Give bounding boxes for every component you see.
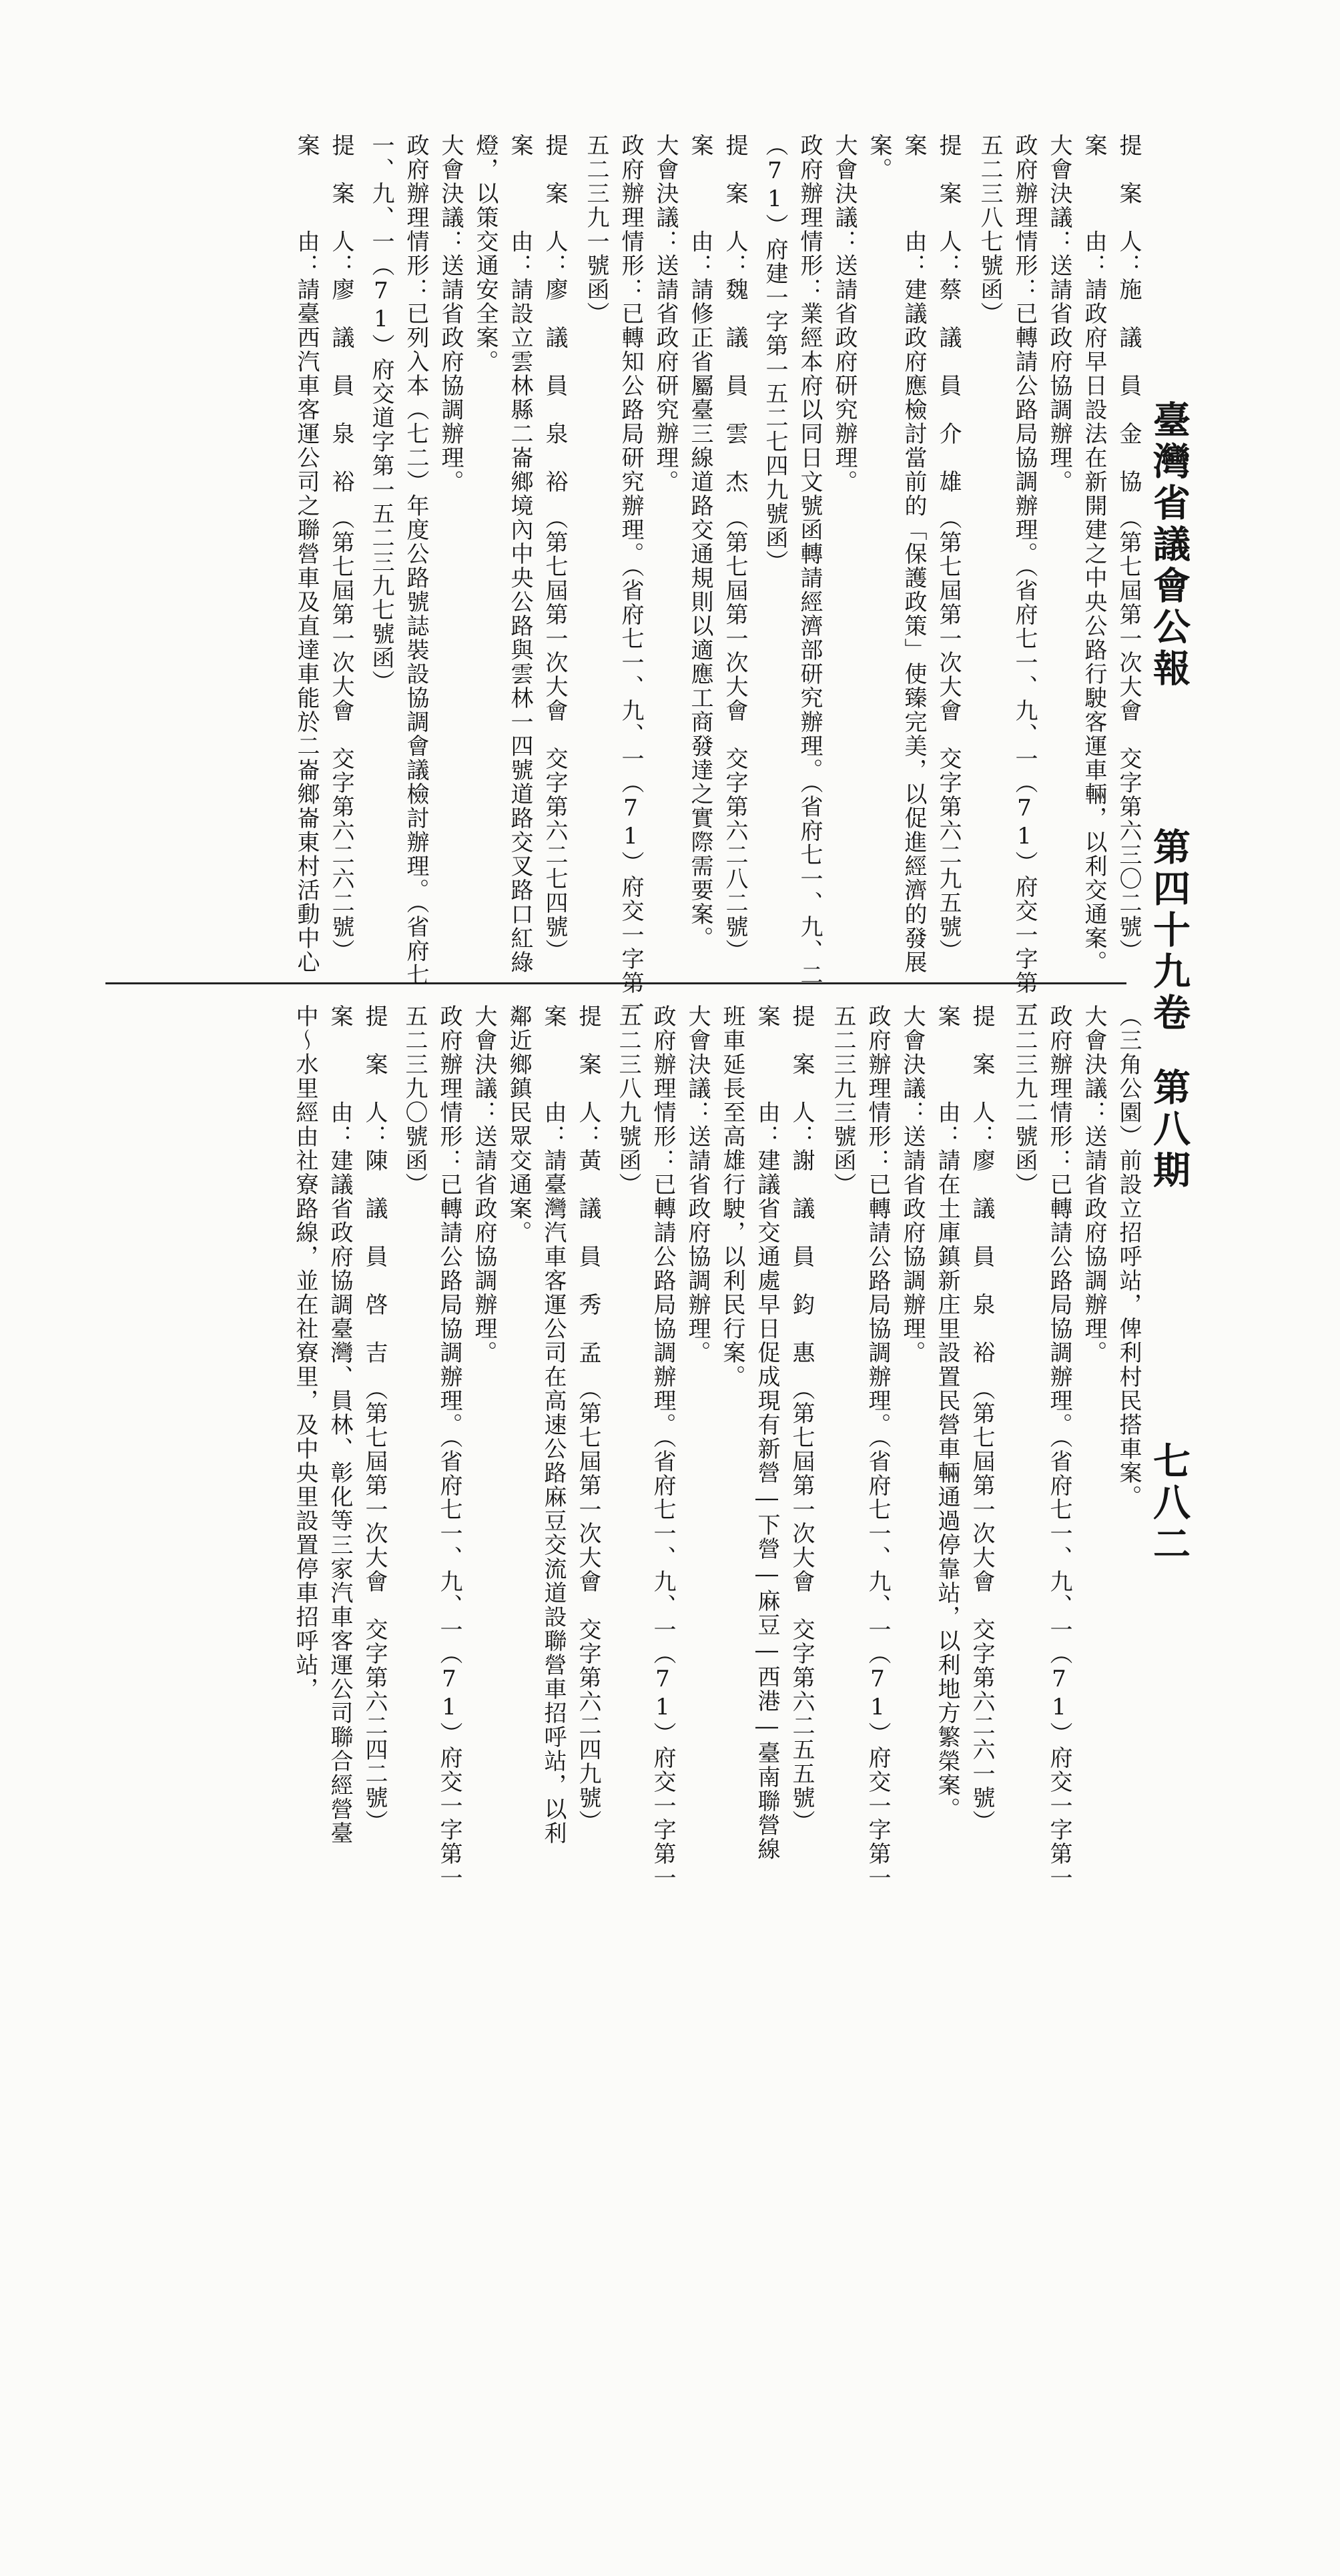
proposal-entry bbox=[368, 133, 568, 987]
handling-line: 政府辦理情形：已列入本（七二）年度公路號誌裝設協調會議檢討辦理。（省府七 bbox=[402, 133, 429, 987]
proposal-entry bbox=[293, 133, 354, 974]
subject-line: 案 由：請在土庫鎮新庄里設置民營車輛通過停靠站，以利地方繁榮案。 bbox=[934, 1004, 960, 1821]
proposal-entry bbox=[829, 1004, 995, 1890]
handling-line: 政府辦理情形：已轉請公路局協調辦理。（省府七一、九、一（71）府交一字第一 bbox=[864, 1004, 891, 1890]
resolution-line: 大會決議：送請省政府協調辦理。 bbox=[899, 1004, 926, 1365]
proposal-entry bbox=[976, 133, 1142, 1019]
resolution-line: 大會決議：送請省政府協調辦理。 bbox=[470, 1004, 497, 1365]
subject-line: 燈，以策交通安全案。 bbox=[472, 133, 498, 374]
proposer-line: 提 案 人：廖 議 員 泉 裕 （第七屆第一次大會 交字第六二六一號） bbox=[968, 1004, 995, 1834]
handling-ref: 五二三九〇號函） bbox=[401, 1004, 428, 1197]
top-proposals bbox=[100, 133, 1142, 1019]
subject-line: 班車延長至高雄行駛，以利民行案。 bbox=[719, 1004, 745, 1389]
volume-number: 第四十九卷 bbox=[1147, 828, 1191, 1034]
subject-line: 中～水里經由社寮路線，並在社寮里，及中央里設置停車招呼站， bbox=[292, 1004, 318, 1701]
handling-line: 政府辦理情形：已轉請公路局協調辦理。（省府七一、九、一（71）府交一字第一 bbox=[1046, 1004, 1072, 1890]
handling-ref: 五二三九三號函） bbox=[829, 1004, 856, 1197]
issue-number: 第八期 bbox=[1147, 1068, 1191, 1192]
subject-line: 案 由：請設立雲林縣二崙鄉境內中央公路與雲林一四號道路交叉路口紅綠 bbox=[507, 133, 533, 974]
proposer-line: 提 案 人：黃 議 員 秀 孟 （第七屆第一次大會 交字第六二四九號） bbox=[575, 1004, 601, 1834]
subject-line: 案 由：請臺西汽車客運公司之聯營車及直達車能於二崙鄉崙東村活動中心 bbox=[293, 133, 320, 974]
gazette-title: 臺灣省議會公報 bbox=[1147, 400, 1191, 690]
subject-line: 案。 bbox=[866, 133, 892, 182]
proposal-entry bbox=[615, 1004, 815, 1890]
resolution-line: 大會決議：送請省政府研究辦理。 bbox=[652, 133, 679, 494]
subject-line: 案 由：建議政府應檢討當前的「保護政策」使臻完美，以促進經濟的發展 bbox=[900, 133, 927, 974]
subject-line: 鄰近鄉鎮民眾交通案。 bbox=[505, 1004, 532, 1245]
subject-line: 案 由：請政府早日設法在新開建之中央公路行駛客運車輛，以利交通案。 bbox=[1080, 133, 1107, 974]
handling-ref: 五二三八九號函） bbox=[615, 1004, 641, 1197]
running-header bbox=[1142, 400, 1223, 1566]
page-number: 七八二 bbox=[1147, 1441, 1191, 1566]
subject-line: 案 由：建議省政府協調臺灣、員林、彰化等三家汽車客運公司聯合經營臺 bbox=[326, 1004, 353, 1845]
subject-line: 案 由：請修正省屬臺三線道路交通規則以適應工商發達之實際需要案。 bbox=[687, 133, 713, 950]
handling-line: 政府辦理情形：已轉請公路局協調辦理。（省府七一、九、一（71）府交一字第一 bbox=[436, 1004, 462, 1890]
proposer-line: 提 案 人：陳 議 員 啓 吉 （第七屆第一次大會 交字第六二四二號） bbox=[361, 1004, 388, 1834]
resolution-line: 大會決議：送請省政府協調辦理。 bbox=[684, 1004, 711, 1365]
handling-line: 政府辦理情形：已轉請公路局協調辦理。（省府七一、九、一（71）府交一字第一 bbox=[649, 1004, 676, 1890]
resolution-line: 大會決議：送請省政府協調辦理。 bbox=[437, 133, 464, 494]
subject-line: （三角公園）前設立招呼站，俾利村民搭車案。 bbox=[1115, 1004, 1142, 1509]
proposer-line: 提 案 人：蔡 議 員 介 雄 （第七屆第一次大會 交字第六二九五號） bbox=[935, 133, 962, 963]
resolution-line: 大會決議：送請省政府協調辦理。 bbox=[1080, 1004, 1107, 1365]
bottom-proposals bbox=[100, 1004, 1142, 1890]
proposer-line: 提 案 人：廖 議 員 泉 裕 （第七屆第一次大會 交字第六二七四號） bbox=[541, 133, 568, 963]
handling-ref: 一、九、一（71）府交道字第一五二三九七號函） bbox=[368, 133, 394, 694]
resolution-line: 大會決議：送請省政府研究辦理。 bbox=[831, 133, 858, 494]
subject-line: 案 由：建議省交通處早日促成現有新營―下營―麻豆―西港―臺南聯營線 bbox=[753, 1004, 780, 1861]
proposer-line: 提 案 人：謝 議 員 鈞 惠 （第七屆第一次大會 交字第六二五五號） bbox=[788, 1004, 815, 1834]
proposal-entry bbox=[401, 1004, 601, 1890]
proposal-entry bbox=[583, 133, 748, 1019]
handling-ref: 五二三九二號函） bbox=[1011, 1004, 1038, 1197]
resolution-line: 大會決議：送請省政府協調辦理。 bbox=[1046, 133, 1072, 494]
handling-ref: 五二三九一號函） bbox=[583, 133, 609, 326]
proposal-entry bbox=[292, 1004, 387, 1872]
handling-ref: 五二三八七號函） bbox=[976, 133, 1003, 326]
section-divider bbox=[105, 982, 1126, 984]
handling-line: 政府辦理情形：已轉知公路局研究辦理。（省府七一、九、一（71）府交一字第一 bbox=[617, 133, 644, 1019]
proposer-line: 提 案 人：廖 議 員 泉 裕 （第七屆第一次大會 交字第六二六二號） bbox=[328, 133, 354, 963]
handling-ref: （71）府建一字第一五二七四九號函） bbox=[761, 133, 788, 574]
proposal-entry bbox=[1011, 1004, 1142, 1890]
proposal-entry bbox=[761, 133, 962, 987]
subject-line: 案 由：請臺灣汽車客運公司在高速公路麻豆交流道設聯營車招呼站，以利 bbox=[540, 1004, 567, 1845]
proposer-line: 提 案 人：魏 議 員 雲 杰 （第七屆第一次大會 交字第六二八二號） bbox=[721, 133, 748, 963]
proposer-line: 提 案 人：施 議 員 金 協 （第七屆第一次大會 交字第六三〇二號） bbox=[1115, 133, 1142, 963]
handling-line: 政府辦理情形：業經本府以同日文號函轉請經濟部研究辦理。（省府七一、九、二 bbox=[796, 133, 823, 987]
handling-line: 政府辦理情形：已轉請公路局協調辦理。（省府七一、九、一（71）府交一字第一 bbox=[1011, 133, 1038, 1019]
